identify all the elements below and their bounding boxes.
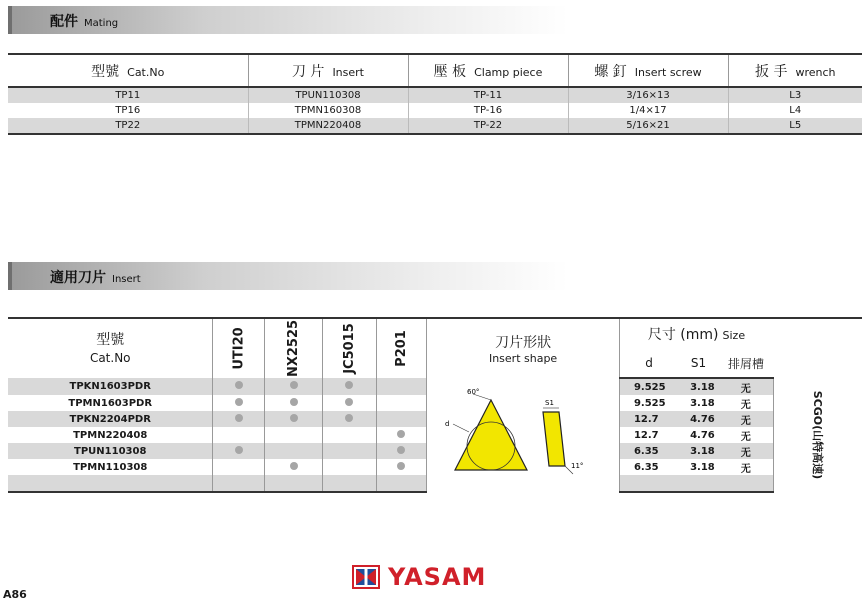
mating-cell: 1/4×17	[568, 103, 728, 118]
table-row	[8, 378, 862, 395]
size-d: 6.35	[619, 443, 678, 459]
series-label: SCGO(山特高速)	[773, 378, 862, 492]
insert-side-view	[543, 412, 565, 466]
size-chip: 无	[740, 463, 751, 475]
grade-cell	[213, 443, 265, 459]
availability-dot	[345, 381, 353, 389]
availability-dot	[397, 462, 405, 470]
mating-cell: 3/16×13	[568, 87, 728, 103]
availability-dot	[235, 446, 243, 454]
grade-cell	[213, 395, 265, 411]
availability-dot	[290, 462, 298, 470]
mating-cell: TPMN220408	[248, 118, 408, 134]
mating-cell: TPUN110308	[248, 87, 408, 103]
size-s1: 3.18	[678, 443, 719, 459]
mating-table	[8, 53, 862, 135]
blank-cell	[323, 475, 376, 492]
size-s1: 4.76	[690, 429, 715, 441]
mating-cell: L3	[728, 87, 862, 103]
grade-cell	[376, 459, 426, 475]
insert-triangle	[455, 400, 527, 470]
size-s1: 3.18	[690, 461, 715, 473]
insert-header-shape: 刀片形狀 Insert shape	[427, 318, 620, 378]
size-header-chip: 排屑槽	[719, 349, 773, 378]
grade-cell	[376, 378, 426, 395]
grade-cell	[323, 443, 376, 459]
availability-dot	[235, 381, 243, 389]
mating-cell: 5/16×21	[568, 118, 728, 134]
insert-code: TPMN1603PDR	[68, 397, 153, 409]
header-accent-bar	[8, 262, 12, 290]
grade-cell	[323, 459, 376, 475]
grade-cell	[323, 395, 376, 411]
size-chip: 无	[740, 399, 751, 411]
insert-code: TPKN1603PDR	[8, 378, 213, 395]
grade-cell	[265, 395, 323, 411]
table-row	[8, 118, 862, 134]
size-d: 12.7	[619, 411, 678, 427]
blank-cell	[376, 475, 426, 492]
grade-cell	[323, 378, 376, 395]
size-d: 9.525	[619, 395, 678, 411]
table-row	[8, 87, 862, 103]
size-chip: 无	[719, 443, 773, 459]
header-accent-bar	[8, 6, 12, 34]
mating-cell: TP-16	[408, 103, 568, 118]
insert-header-blank	[773, 318, 862, 378]
size-chip: 无	[719, 411, 773, 427]
mating-section-header	[8, 6, 568, 34]
size-d: 6.35	[619, 459, 678, 475]
size-s1: 4.76	[678, 411, 719, 427]
size-d: 12.7	[619, 427, 678, 443]
mating-cell: L4	[728, 103, 862, 118]
grade-cell	[265, 378, 323, 395]
mating-header-screw: 螺 釘 Insert screw	[568, 54, 728, 87]
blank-cell	[719, 475, 773, 492]
mating-cell: TP22	[8, 118, 248, 134]
mating-cell: TP-22	[408, 118, 568, 134]
table-row	[8, 103, 862, 118]
availability-dot	[345, 414, 353, 422]
page-number: A86	[3, 588, 27, 601]
availability-dot	[345, 398, 353, 406]
grade-cell	[265, 427, 323, 443]
insert-code: TPKN2204PDR	[8, 411, 213, 427]
blank-cell	[619, 475, 678, 492]
s1-label: S1	[545, 398, 554, 407]
availability-dot	[397, 430, 405, 438]
grade-cell	[376, 427, 426, 443]
grade-cell	[376, 443, 426, 459]
grade-header-uti20: UTI20	[213, 318, 265, 378]
size-chip: 无	[719, 378, 773, 395]
angle-label: 60°	[467, 387, 480, 396]
grade-header-jc5015: JC5015	[323, 318, 376, 378]
insert-header-size: 尺寸 (mm) Size	[619, 318, 773, 349]
blank-cell	[265, 475, 323, 492]
brand-logo	[352, 563, 486, 591]
insert-section-title: 適用刀片 Insert	[50, 270, 141, 286]
mating-header-insert: 刀 片 Insert	[248, 54, 408, 87]
size-s1: 3.18	[678, 378, 719, 395]
availability-dot	[235, 398, 243, 406]
mating-cell: TP11	[8, 87, 248, 103]
grade-cell	[265, 443, 323, 459]
clearance-label: 11°	[571, 461, 584, 470]
yasam-logo-icon	[352, 565, 380, 589]
mating-header-wrench: 扳 手 wrench	[728, 54, 862, 87]
size-header-s1: S1	[678, 349, 719, 378]
grade-header-nx2525: NX2525	[265, 318, 323, 378]
insert-table	[8, 317, 862, 493]
availability-dot	[235, 414, 243, 422]
insert-header-catno: 型號 Cat.No	[8, 318, 213, 378]
grade-cell	[213, 378, 265, 395]
size-header-d: d	[619, 349, 678, 378]
grade-cell	[323, 427, 376, 443]
d-label: d	[445, 419, 450, 428]
availability-dot	[290, 398, 298, 406]
grade-cell	[213, 459, 265, 475]
mating-cell: TP-11	[408, 87, 568, 103]
availability-dot	[290, 414, 298, 422]
mating-header-catno: 型號 Cat.No	[8, 54, 248, 87]
size-chip: 无	[740, 431, 751, 443]
grade-cell	[376, 411, 426, 427]
grade-header-p201: P201	[376, 318, 426, 378]
grade-cell	[376, 395, 426, 411]
insert-code: TPUN110308	[8, 443, 213, 459]
triangle-insert-icon	[433, 384, 613, 484]
blank-cell	[213, 475, 265, 492]
blank-cell	[8, 475, 213, 492]
mating-header-clamp: 壓 板 Clamp piece	[408, 54, 568, 87]
size-s1: 3.18	[690, 397, 715, 409]
availability-dot	[290, 381, 298, 389]
insert-code: TPMN110308	[73, 461, 148, 473]
insert-code: TPMN220408	[73, 429, 148, 441]
grade-cell	[265, 411, 323, 427]
insert-section-header	[8, 262, 568, 290]
size-d: 9.525	[619, 378, 678, 395]
insert-shape-drawing	[427, 378, 620, 492]
mating-cell: L5	[728, 118, 862, 134]
grade-cell	[265, 459, 323, 475]
grade-cell	[323, 411, 376, 427]
blank-cell	[678, 475, 719, 492]
availability-dot	[397, 446, 405, 454]
d-leader	[453, 424, 469, 432]
mating-cell: TPMN160308	[248, 103, 408, 118]
mating-section-title: 配件 Mating	[50, 14, 119, 30]
brand-name: YASAM	[388, 563, 487, 591]
grade-cell	[213, 427, 265, 443]
grade-cell	[213, 411, 265, 427]
mating-cell: TP16	[115, 105, 141, 116]
